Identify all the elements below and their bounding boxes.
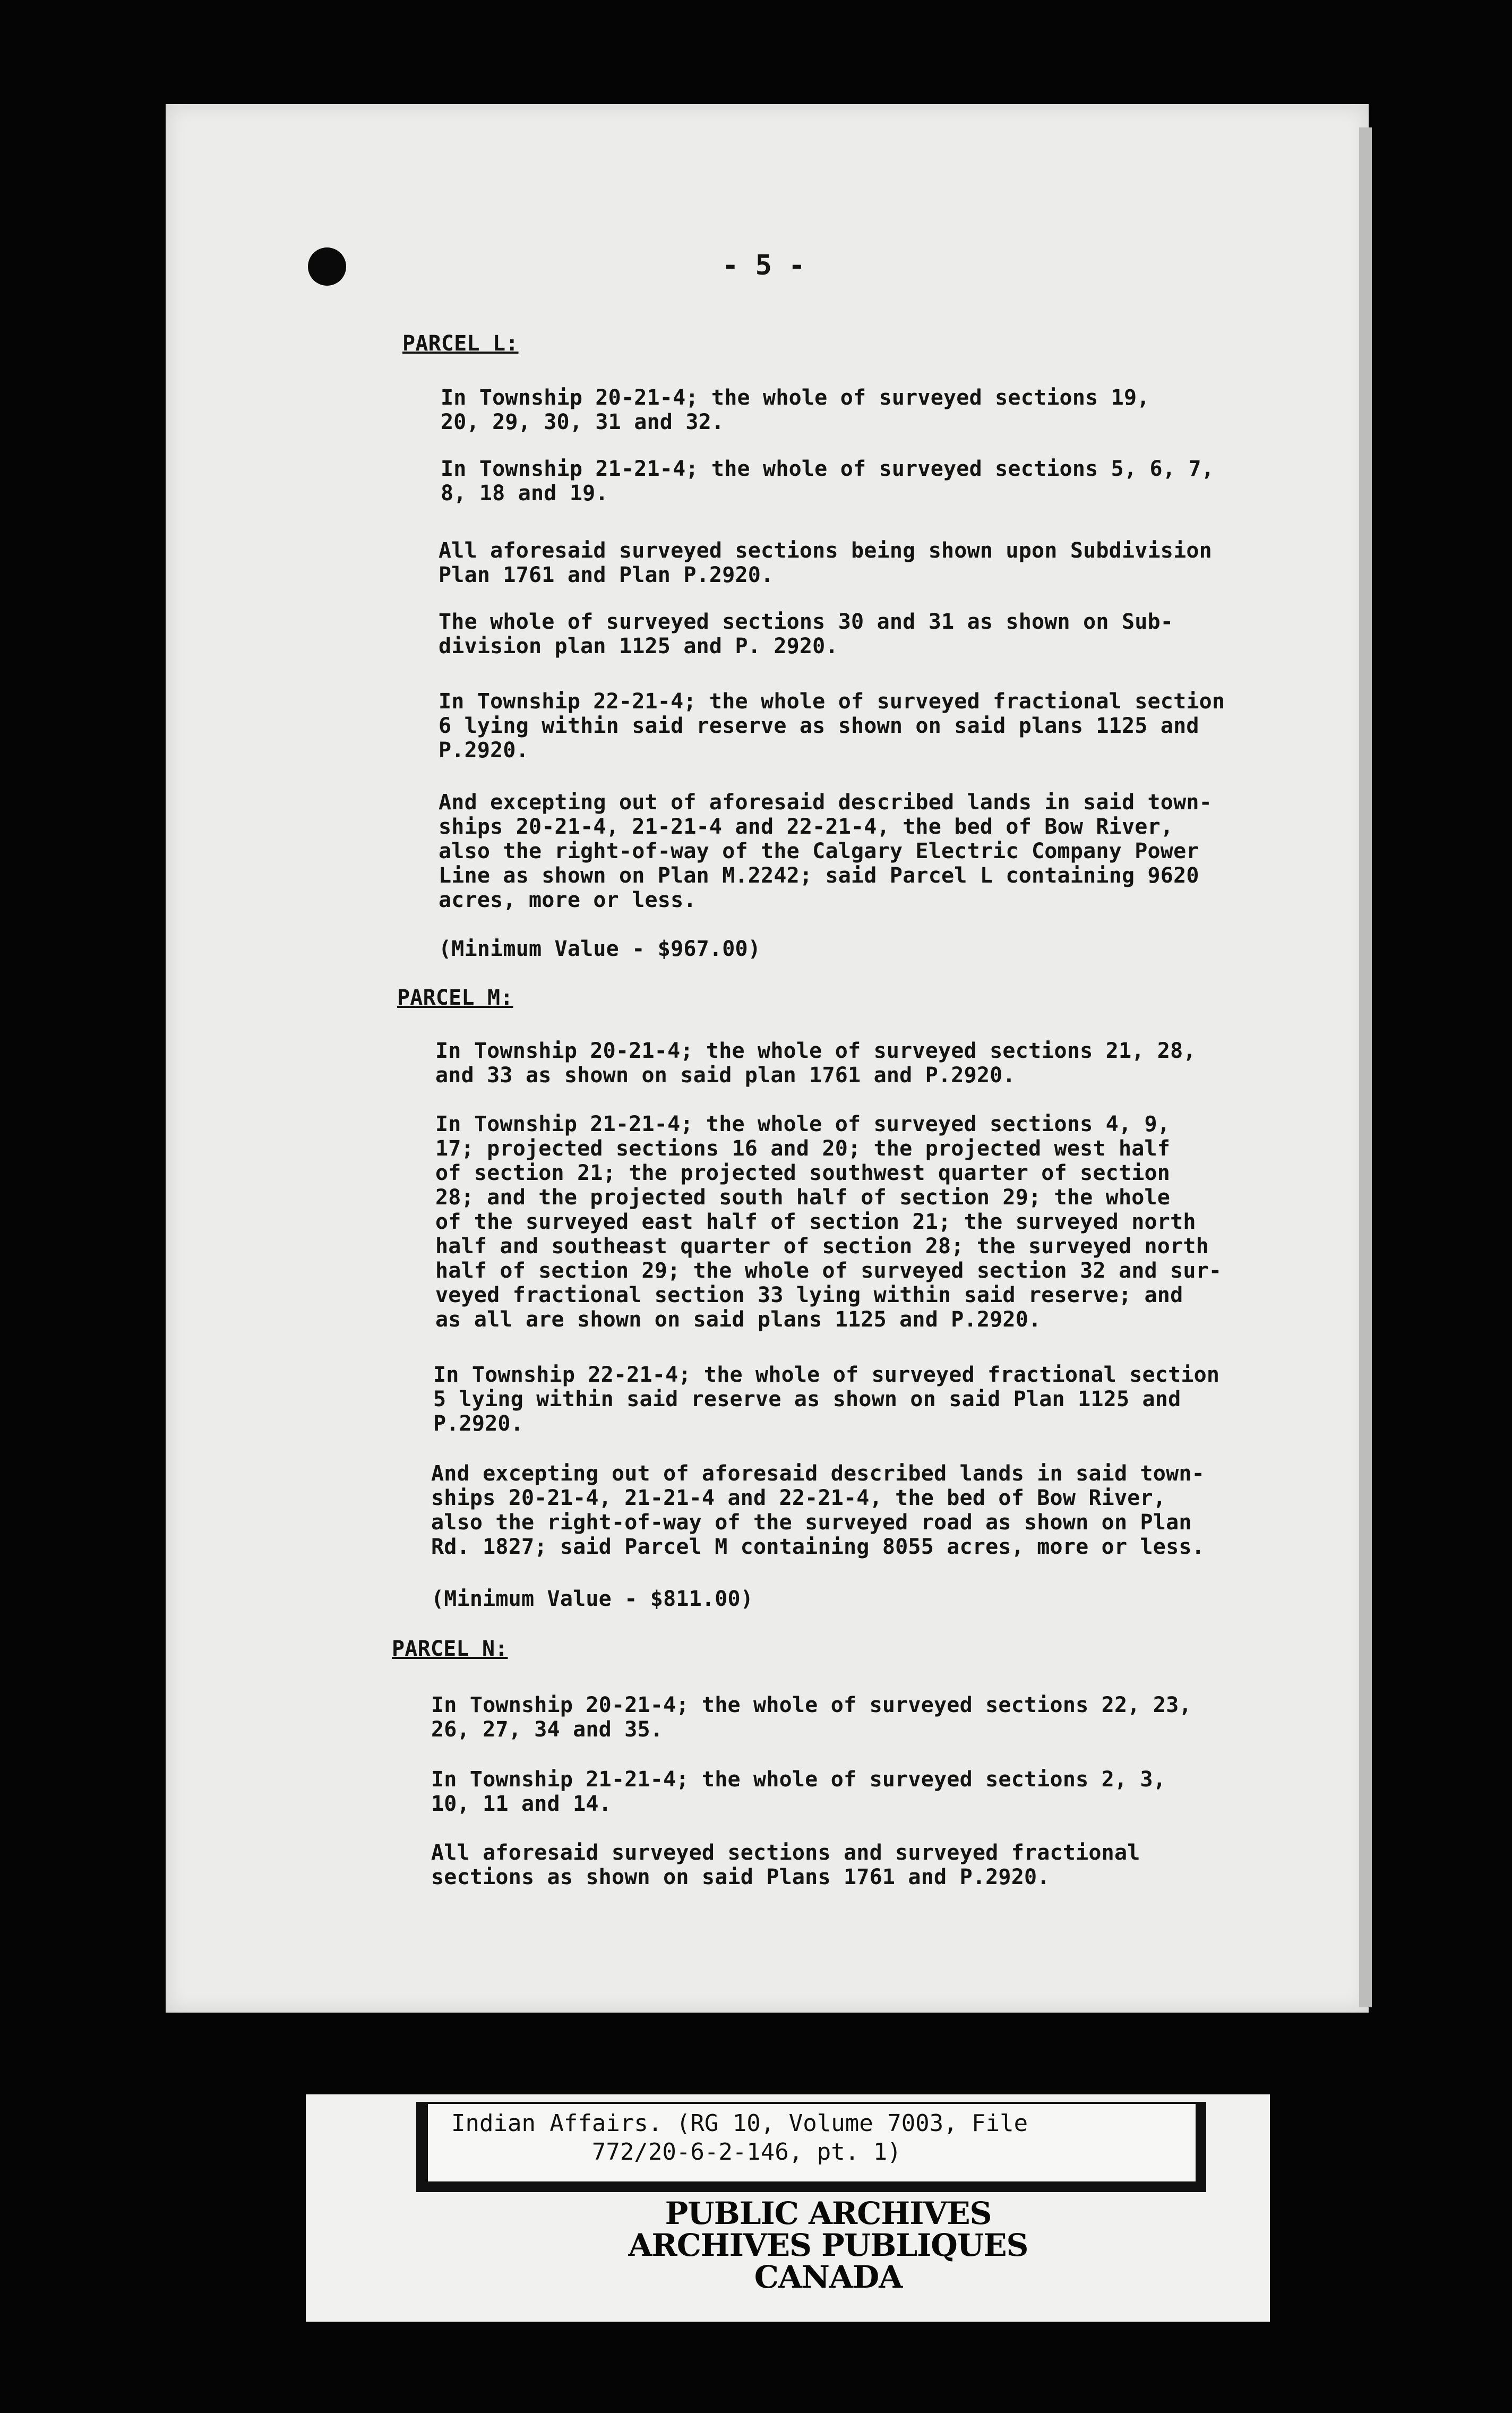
parcel-n-paragraph-3: All aforesaid surveyed sections and surveyed fractional sections as shown on said Plans 1761 and P.2920. bbox=[431, 1841, 1140, 1889]
parcel-n-heading: PARCEL N: bbox=[392, 1637, 508, 1661]
parcel-l-paragraph-2: In Township 21-21-4; the whole of surveyed sections 5, 6, 7, 8, 18 and 19. bbox=[441, 457, 1214, 506]
parcel-m-paragraph-3: In Township 22-21-4; the whole of surveyed fractional section 5 lying within said reserve as shown on said Plan 1125 and P.2920. bbox=[433, 1363, 1220, 1436]
parcel-l-paragraph-4: The whole of surveyed sections 30 and 31 as shown on Sub- division plan 1125 and P. 2920. bbox=[439, 610, 1174, 658]
archive-stamp-line-3: CANADA bbox=[754, 2259, 903, 2295]
punch-hole bbox=[308, 247, 346, 286]
parcel-l-heading: PARCEL L: bbox=[402, 331, 519, 356]
parcel-l-paragraph-3: All aforesaid surveyed sections being shown upon Subdivision Plan 1761 and Plan P.2920. bbox=[439, 538, 1212, 587]
parcel-m-paragraph-1: In Township 20-21-4; the whole of surveyed sections 21, 28, and 33 as shown on said plan 1761 and P.2920. bbox=[435, 1039, 1196, 1088]
parcel-l-paragraph-6: And excepting out of aforesaid described lands in said town- ships 20-21-4, 21-21-4 and 22-21-4, the bed of Bow River, also the right-of-way of the Calgary Electric Company Power Line as shown on Plan M.2242; said Parcel L containing 9620 acres, more or less. bbox=[439, 790, 1212, 912]
parcel-l-paragraph-1: In Township 20-21-4; the whole of surveyed sections 19, 20, 29, 30, 31 and 32. bbox=[441, 386, 1150, 434]
page-edge bbox=[1359, 127, 1372, 2007]
page-number: - 5 - bbox=[722, 250, 805, 281]
archive-stamp-line-2: ARCHIVES PUBLIQUES bbox=[628, 2227, 1028, 2263]
archive-stamp-line-1: PUBLIC ARCHIVES bbox=[665, 2195, 992, 2231]
archive-reference: Indian Affairs. (RG 10, Volume 7003, File 772/20-6-2-146, pt. 1) bbox=[451, 2110, 1028, 2166]
parcel-l-paragraph-5: In Township 22-21-4; the whole of surveyed fractional section 6 lying within said reserve as shown on said plans 1125 and P.2920. bbox=[439, 689, 1225, 763]
parcel-m-minimum-value: (Minimum Value - $811.00) bbox=[431, 1587, 754, 1611]
archive-stamp bbox=[626, 2197, 1030, 2293]
parcel-m-paragraph-2: In Township 21-21-4; the whole of surveyed sections 4, 9, 17; projected sections 16 and 20; the projected west half of section 21; the projected southwest quarter of section 28; and the projected south half of section 29; the whole of the surveyed east half of section 21; the surveyed north half and southeast quarter of section 28; the surveyed north half of section 29; the whole of surveyed section 32 and sur- veyed fractional section 33 lying within said reserve; and as all are shown on said plans 1125 and P.2920. bbox=[435, 1112, 1222, 1332]
parcel-n-paragraph-2: In Township 21-21-4; the whole of surveyed sections 2, 3, 10, 11 and 14. bbox=[431, 1767, 1166, 1816]
parcel-m-heading: PARCEL M: bbox=[397, 986, 513, 1010]
parcel-m-paragraph-4: And excepting out of aforesaid described lands in said town- ships 20-21-4, 21-21-4 and 22-21-4, the bed of Bow River, also the right-of-way of the surveyed road as shown on Plan Rd. 1827; said Parcel M containing 8055 acres, more or less. bbox=[431, 1461, 1205, 1559]
parcel-n-paragraph-1: In Township 20-21-4; the whole of surveyed sections 22, 23, 26, 27, 34 and 35. bbox=[431, 1693, 1192, 1742]
parcel-l-minimum-value: (Minimum Value - $967.00) bbox=[439, 937, 761, 961]
